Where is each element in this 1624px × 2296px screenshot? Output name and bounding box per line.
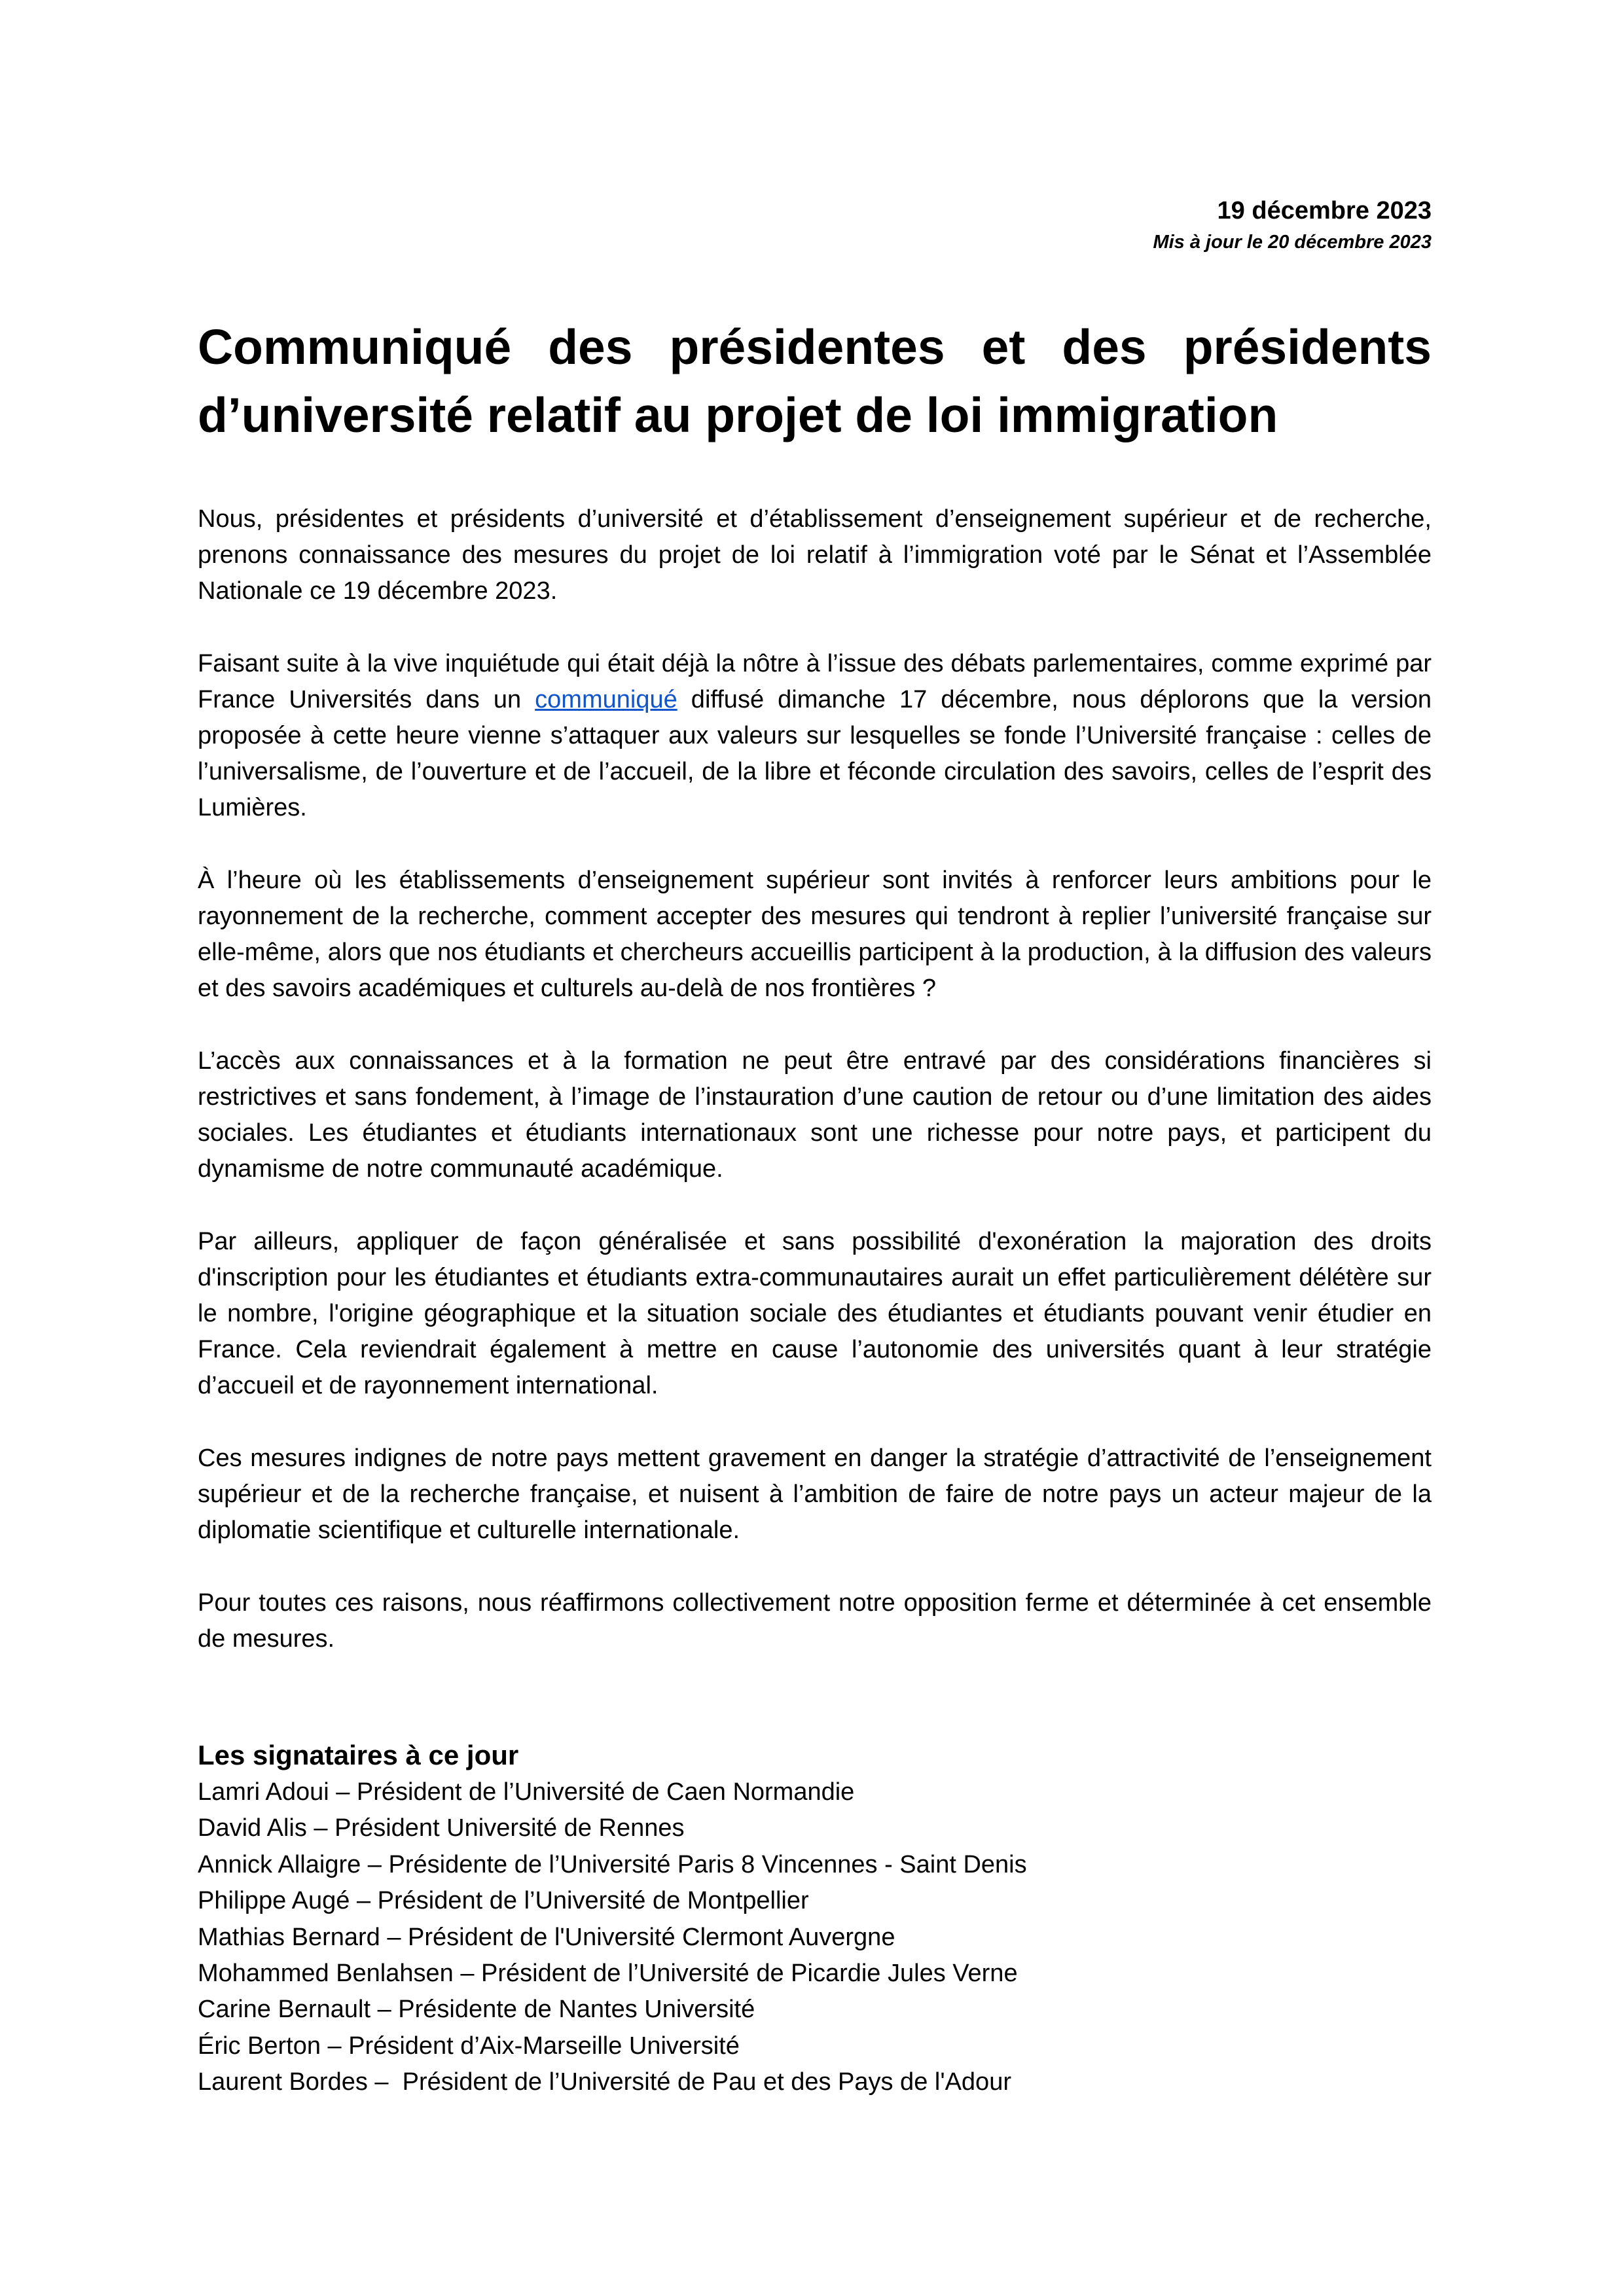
communique-link[interactable]: communiqué: [535, 686, 677, 713]
paragraph-2: [198, 646, 1432, 826]
paragraph-1: Nous, présidentes et présidents d’université et d’établissement d’enseignement supérieur et de recherche, prenons connaissance des mesures du projet de loi relatif à l’immigration voté par le Sénat et l’Assemblée Nationale ce 19 décembre 2023.: [198, 505, 1432, 605]
signatory-item: Annick Allaigre – Présidente de l’Université Paris 8 Vincennes - Saint Denis: [198, 1850, 1027, 1878]
document-title: Communiqué des présidentes et des présidents d’université relatif au projet de loi immigration: [198, 319, 1432, 442]
paragraph-2-before-link: Faisant suite à la vive inquiétude qui était déjà la nôtre à l’issue des débats parlementaires, comme exprimé par France Universités dans un: [198, 650, 1432, 713]
signatories-heading: Les signataires à ce jour: [198, 1740, 519, 1770]
signatories-section: [198, 1736, 1432, 2101]
signatory-item: Laurent Bordes – Président de l’Université de Pau et des Pays de l'Adour: [198, 2068, 1011, 2096]
signatory-item: Philippe Augé – Président de l’Université de Montpellier: [198, 1887, 809, 1915]
date-block: [1153, 194, 1432, 257]
signatory-item: Mohammed Benlahsen – Président de l’Université de Picardie Jules Verne: [198, 1960, 1018, 1988]
paragraph-2-after-link: diffusé dimanche 17 décembre, nous déplorons que la version proposée à cette heure vienne s’attaquer aux valeurs sur lesquelles se fonde l’Université française : celles de l’universalisme, de l’ouverture et de l’accueil, de la libre et féconde circulation des savoirs, celles de l’esprit des Lumières.: [198, 686, 1432, 821]
signatory-item: Éric Berton – Président d’Aix-Marseille Université: [198, 2032, 740, 2060]
paragraph-7: Pour toutes ces raisons, nous réaffirmons collectivement notre opposition ferme et déterminée à cet ensemble de mesures.: [198, 1589, 1432, 1653]
signatory-item: Mathias Bernard – Président de l'Université Clermont Auvergne: [198, 1923, 895, 1951]
publication-date: 19 décembre 2023: [1217, 197, 1432, 224]
signatory-item: David Alis – Président Université de Rennes: [198, 1814, 685, 1842]
signatory-item: Lamri Adoui – Président de l’Université de Caen Normandie: [198, 1778, 855, 1806]
signatory-item: Carine Bernault – Présidente de Nantes Université: [198, 1996, 755, 2024]
document-page: [198, 0, 1432, 2296]
body-text: [198, 501, 1432, 1694]
paragraph-5: Par ailleurs, appliquer de façon généralisée et sans possibilité d'exonération la majoration des droits d'inscription pour les étudiantes et étudiants extra-communautaires aurait un effet particulièrement délétère sur le nombre, l'origine géographique et la situation sociale des étudiantes et étudiants pouvant venir étudier en France. Cela reviendrait également à mettre en cause l’autonomie des universités quant à leur stratégie d’accueil et de rayonnement international.: [198, 1228, 1432, 1399]
paragraph-4: L’accès aux connaissances et à la formation ne peut être entravé par des considérations financières si restrictives et sans fondement, à l’image de l’instauration d’une caution de retour ou d’une limitation des aides sociales. Les étudiantes et étudiants internationaux sont une richesse pour notre pays, et participent du dynamisme de notre communauté académique.: [198, 1047, 1432, 1183]
signatories-list: [198, 1774, 1432, 2101]
update-date: Mis à jour le 20 décembre 2023: [1153, 232, 1432, 253]
paragraph-6: Ces mesures indignes de notre pays mettent gravement en danger la stratégie d’attractivité de l’enseignement supérieur et de la recherche française, et nuisent à l’ambition de faire de notre pays un acteur majeur de la diplomatie scientifique et culturelle internationale.: [198, 1444, 1432, 1544]
paragraph-3: À l’heure où les établissements d’enseignement supérieur sont invités à renforcer leurs ambitions pour le rayonnement de la recherche, comment accepter des mesures qui tendront à replier l’université française sur elle-même, alors que nos étudiants et chercheurs accueillis participent à la production, à la diffusion des valeurs et des savoirs académiques et culturels au-delà de nos frontières ?: [198, 867, 1432, 1002]
